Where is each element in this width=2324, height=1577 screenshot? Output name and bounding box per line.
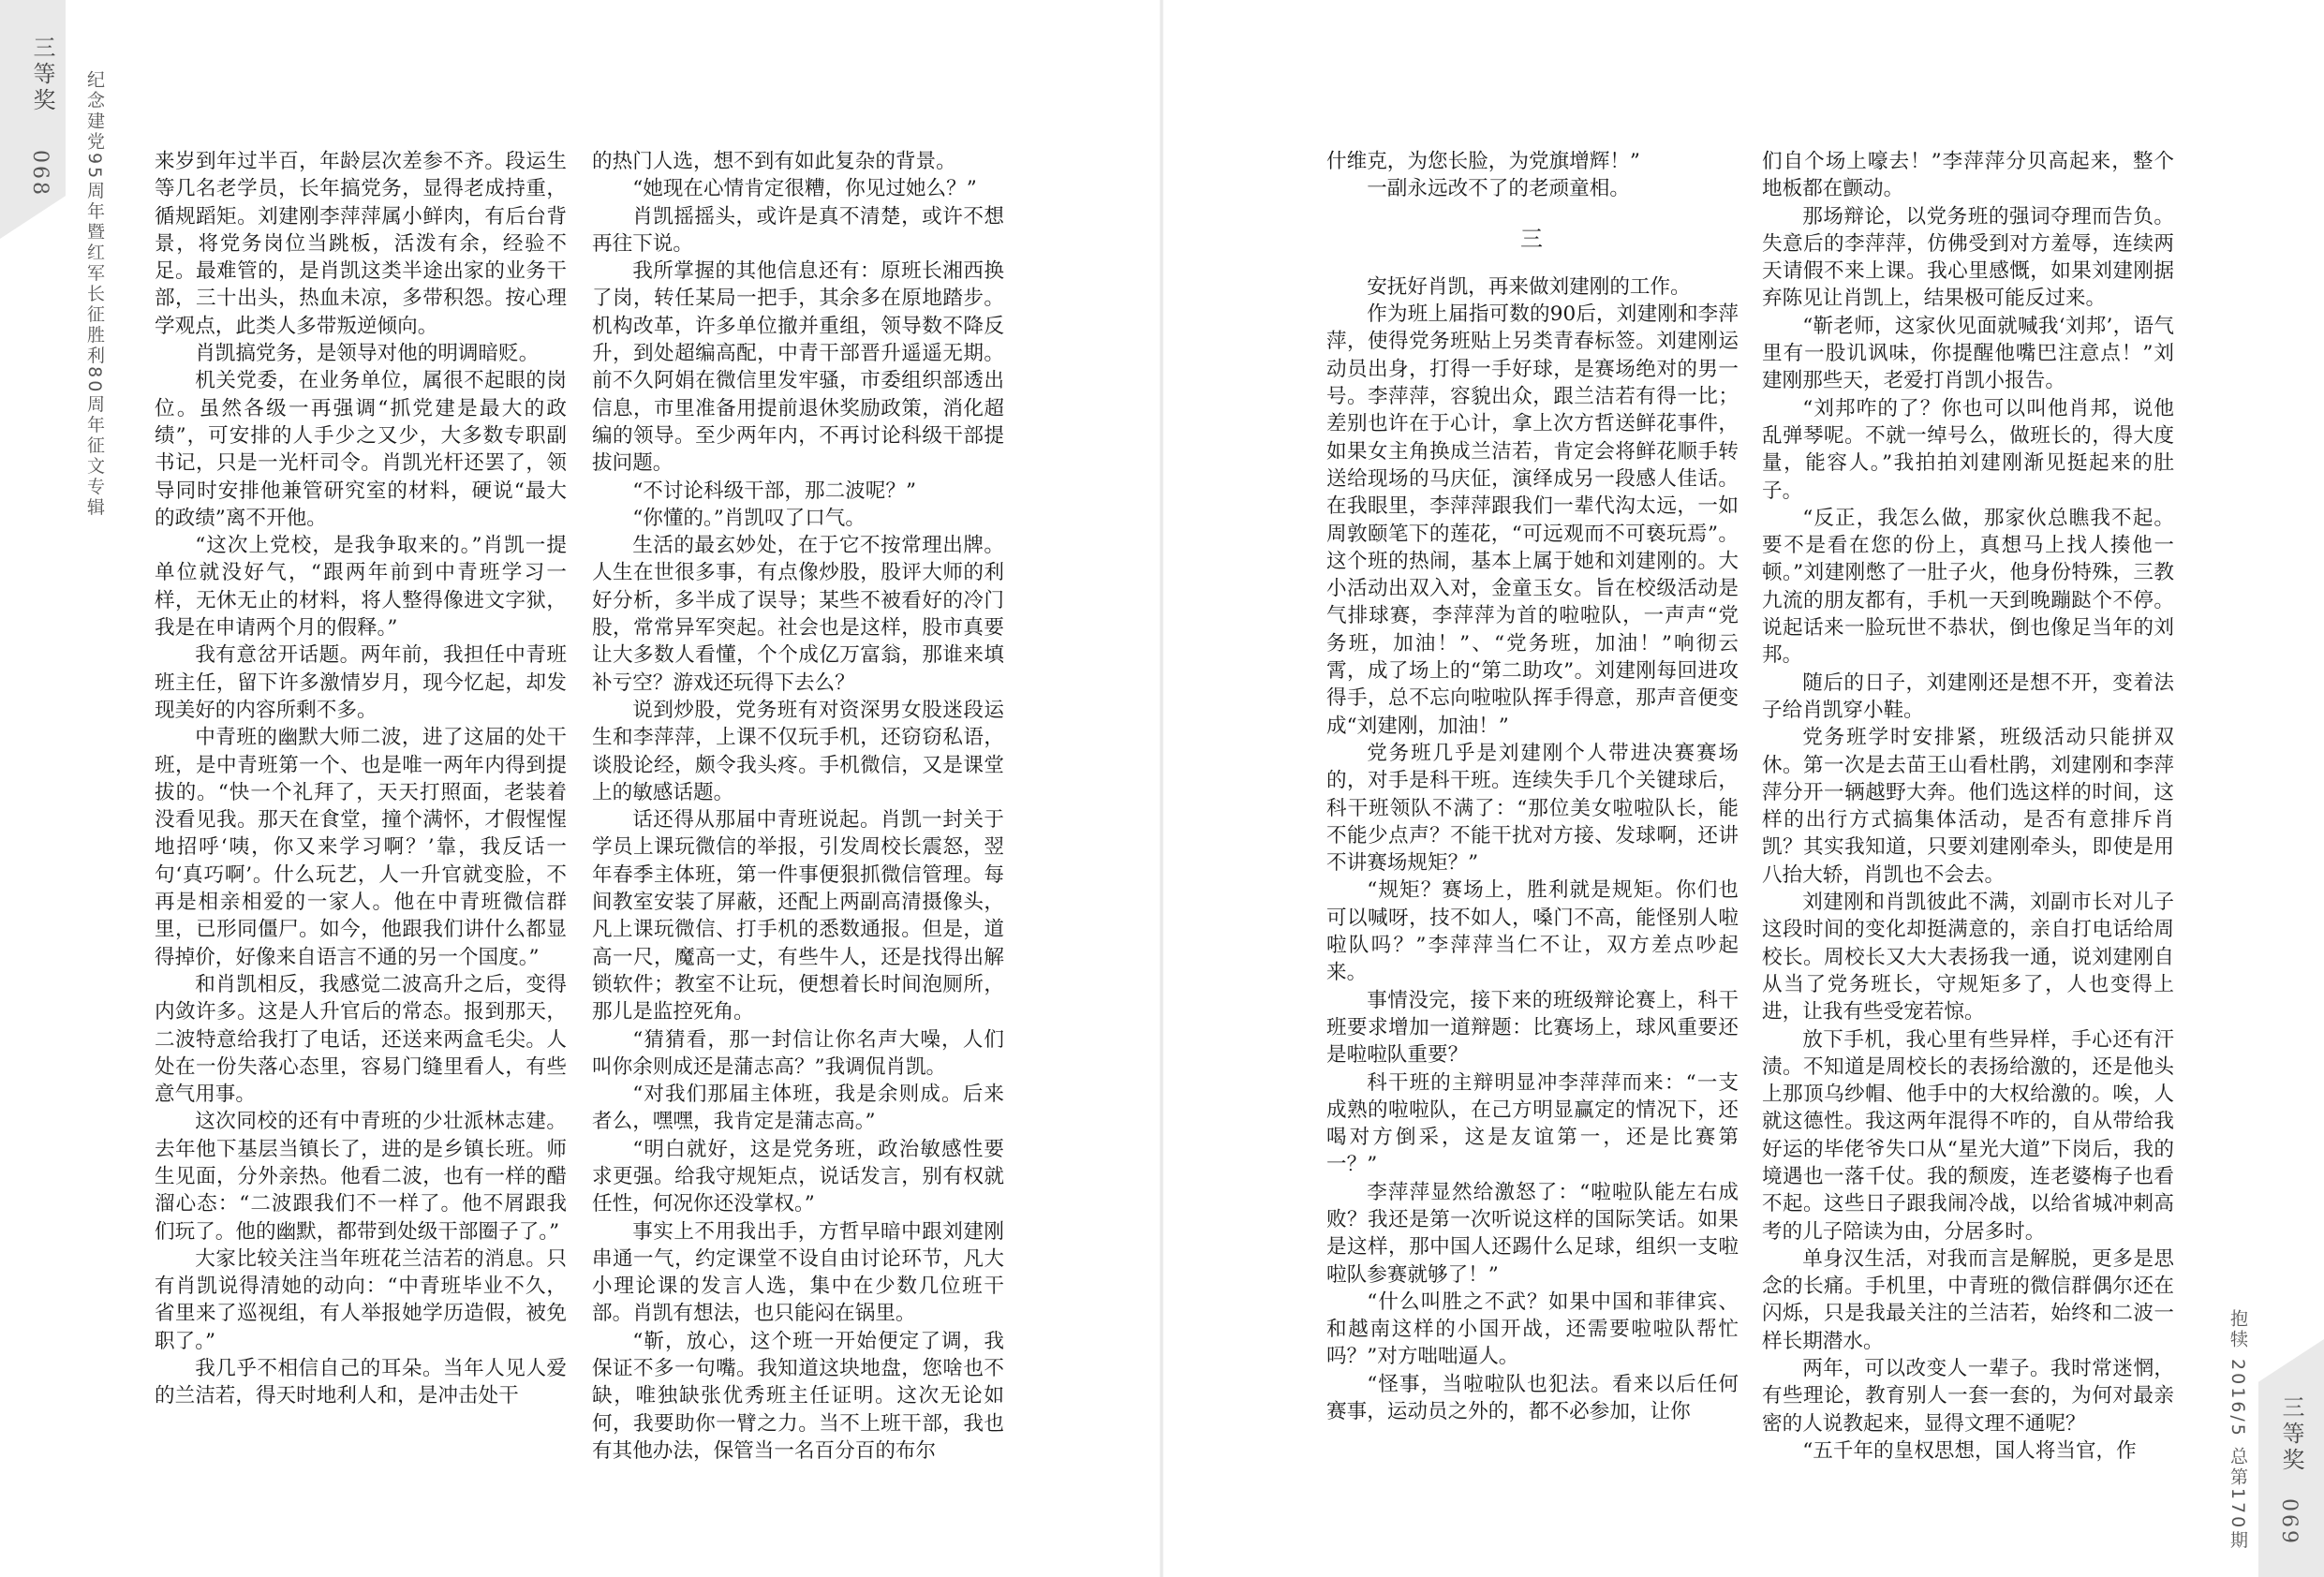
paragraph: “怪事，当啦啦队也犯法。看来以后任何赛事，运动员之外的，都不必参加，让你 xyxy=(1326,1372,1739,1424)
paragraph: 肖凯摇摇头，或许是真不清楚，或许不想再往下说。 xyxy=(592,204,1004,256)
paragraph: 话还得从那届中青班说起。肖凯一封关于学员上课玩微信的举报，引发周校长震怒，翌年春季主体班，第一件事便狠抓微信管理。每间教室安装了屏蔽，还配上两副高清摄像头，凡上课玩微信、打手机的悉数通报。但是，道高一尺，魔高一丈，有些牛人，还是找得出解锁软件；教室不让玩，便想着长时间泡厕所，那儿是监控死角。 xyxy=(592,808,1004,1024)
right-column-2 xyxy=(1762,148,2174,1465)
paragraph: “五千年的皇权思想，国人将当官，作 xyxy=(1802,1438,2137,1463)
left-column-1 xyxy=(155,148,567,1410)
paragraph: 事情没完，接下来的班级辩论赛上，科干班要求增加一道辩题：比赛场上，球风重要还是啦啦队重要？ xyxy=(1326,988,1739,1068)
paragraph: 党务班学时安排紧，班级活动只能拼双休。第一次是去苗王山看杜鹃，刘建刚和李萍萍分开一辆越野大奔。他们选这样的时间，这样的出行方式搞集体活动，是否有意排斥肖凯？其实我知道，只要刘建刚牵头，即使是用八抬大轿，肖凯也不会去。 xyxy=(1762,726,2174,887)
paragraph: 中青班的幽默大师二波，进了这届的处干班，是中青班第一个、也是唯一两年内得到提拔的。“快一个礼拜了，天天打照面，老装着没看见我。那天在食堂，撞个满怀，才假惺惺地招呼‘咦，你又来学习啊？’靠，我反话一句‘真巧啊’。什么玩艺，人一升官就变脸，不再是相亲相爱的一家人。他在中青班微信群里，已形同僵尸。如今，他跟我们讲什么都显得掉价，好像来自语言不通的另一个国度。” xyxy=(155,726,567,969)
paragraph: “不讨论科级干部，那二波呢？” xyxy=(632,479,916,503)
paragraph: 和肖凯相反，我感觉二波高升之后，变得内敛许多。这是人升官后的常态。报到那天，二波特意给我打了电话，还送来两盒毛尖。人处在一份失落心态里，容易门缝里看人，有些意气用事。 xyxy=(155,972,567,1107)
left-award-label: 三等奖 xyxy=(29,36,55,114)
right-column-1 xyxy=(1326,148,1739,1425)
paragraph: “刘邦咋的了？你也可以叫他肖邦，说他乱弹琴呢。不就一绰号么，做班长的，得大度量，能容人。”我拍拍刘建刚渐见挺起来的肚子。 xyxy=(1762,396,2174,503)
paragraph: 机关党委，在业务单位，属很不起眼的岗位。虽然各级一再强调“抓党建是最大的政绩”，可安排的人手少之又少，大多数专职副书记，只是一光杆司令。肖凯光杆还罢了，领导同时安排他兼管研究室的材料，硬说“最大的政绩”离不开他。 xyxy=(155,369,567,530)
right-award-label: 三等奖 xyxy=(2278,1395,2304,1474)
left-page-number: 068 xyxy=(28,150,52,198)
right-page xyxy=(1162,0,2324,1577)
paragraph: “对我们那届主体班，我是余则成。后来者么，嘿嘿，我肯定是蒲志高。” xyxy=(592,1083,1004,1134)
paragraph: 们自个场上嚎去！”李萍萍分贝高起来，整个地板都在颤动。 xyxy=(1762,150,2174,201)
paragraph: “猜猜看，那一封信让你名声大噪，人们叫你余则成还是蒲志高？”我调侃肖凯。 xyxy=(592,1027,1004,1079)
paragraph: 我所掌握的其他信息还有：原班长湘西换了岗，转任某局一把手，其余多在原地踏步。机构改革，许多单位撤并重组，领导数不降反升，到处超编高配，中青干部晋升遥遥无期。前不久阿娟在微信里发牢骚，市委组织部透出信息，市里准备用提前退休奖励政策，消化超编的领导。至少两年内，不再讨论科级干部提拔问题。 xyxy=(592,259,1004,476)
paragraph: “靳，放心，这个班一开始便定了调，我保证不多一句嘴。我知道这块地盘，您啥也不缺，唯独缺张优秀班主任证明。这次无论如何，我要助你一臂之力。当不上班干部，我也有其他办法，保管当一名百分百的布尔 xyxy=(592,1329,1004,1463)
paragraph: 来岁到年过半百，年龄层次差参不齐。段运生等几名老学员，长年搞党务，显得老成持重，循规蹈矩。刘建刚李萍萍属小鲜肉，有后台背景，将党务岗位当跳板，活泼有余，经验不足。最难管的，是肖凯这类半途出家的业务干部，三十出头，热血未凉，多带积怨。按心理学观点，此类人多带叛逆倾向。 xyxy=(155,150,567,338)
paragraph: “她现在心情肯定很糟，你见过她么？” xyxy=(632,177,977,201)
paragraph: “反正，我怎么做，那家伙总瞧我不起。要不是看在您的份上，真想马上找人揍他一顿。”刘建刚憋了一肚子火，他身份特殊，三教九流的朋友都有，手机一天到晚蹦跶个不停。说起话来一脸玩世不恭状，倒也像足当年的刘邦。 xyxy=(1762,506,2174,668)
paragraph: “你懂的。”肖凯叹了口气。 xyxy=(632,506,866,530)
paragraph: 我有意岔开话题。两年前，我担任中青班班主任，留下许多激情岁月，现今忆起，却发现美好的内容所剩不多。 xyxy=(155,643,567,722)
paragraph: 科干班的主辩明显冲李萍萍而来：“一支成熟的啦啦队，在己方明显赢定的情况下，还喝对方倒采，这是友谊第一，还是比赛第一？” xyxy=(1326,1070,1739,1177)
right-page-number: 069 xyxy=(2277,1498,2301,1546)
paragraph: 随后的日子，刘建刚还是想不开，变着法子给肖凯穿小鞋。 xyxy=(1762,671,2174,722)
issue-info: 抱犊 2016/5 总第170期 xyxy=(2228,1309,2248,1552)
series-title: 纪念建党95周年暨红军长征胜利80周年征文专辑 xyxy=(84,70,105,519)
paragraph: 安抚好肖凯，再来做刘建刚的工作。 xyxy=(1367,274,1691,299)
paragraph: “规矩？赛场上，胜利就是规矩。你们也可以喊呀，技不如人，嗓门不高，能怪别人啦啦队吗？”李萍萍当仁不让，双方差点吵起来。 xyxy=(1326,878,1739,985)
paragraph: “什么叫胜之不武？如果中国和菲律宾、和越南这样的小国开战，还需要啦啦队帮忙吗？”对方咄咄逼人。 xyxy=(1326,1290,1739,1369)
paragraph: 一副永远改不了的老顽童相。 xyxy=(1367,177,1630,201)
paragraph: 事实上不用我出手，方哲早暗中跟刘建刚串通一气，约定课堂不设自由讨论环节，凡大小理论课的发言人选，集中在少数几位班干部。肖凯有想法，也只能闷在锅里。 xyxy=(592,1219,1004,1326)
paragraph: “这次上党校，是我争取来的。”肖凯一提单位就没好气，“跟两年前到中青班学习一样，无休无止的材料，将人整得像进文字狱，我是在申请两个月的假释。” xyxy=(155,534,567,641)
right-page-tab xyxy=(2258,1339,2324,1577)
paragraph: 什维克，为您长脸，为党旗增辉！” xyxy=(1326,150,1640,173)
paragraph: 生活的最玄妙处，在于它不按常理出牌。人生在世很多事，有点像炒股，股评大师的利好分析，多半成了误导；某些不被看好的冷门股，常常异军突起。社会也是这样，股市真要让大多数人看懂，个个成亿万富翁，那谁来填补亏空？游戏还玩得下去么？ xyxy=(592,534,1004,695)
paragraph: 那场辩论，以党务班的强词夺理而告负。失意后的李萍萍，仿佛受到对方羞辱，连续两天请假不来上课。我心里感慨，如果刘建刚据弃陈见让肖凯上，结果极可能反过来。 xyxy=(1762,204,2174,311)
paragraph: 李萍萍显然给激怒了：“啦啦队能左右成败？我还是第一次听说这样的国际笑话。如果是这样，那中国人还踢什么足球，组织一支啦啦队参赛就够了！” xyxy=(1326,1180,1739,1287)
paragraph: 单身汉生活，对我而言是解脱，更多是思念的长痛。手机里，中青班的微信群偶尔还在闪烁，只是我最关注的兰洁若，始终和二波一样长期潜水。 xyxy=(1762,1246,2174,1353)
paragraph: 的热门人选，想不到有如此复杂的背景。 xyxy=(592,150,956,173)
paragraph: “靳老师，这家伙见面就喊我‘刘邦’，语气里有一股讥讽味，你提醒他嘴巴注意点！”刘建刚那些天，老爱打肖凯小报告。 xyxy=(1762,314,2174,393)
paragraph: “明白就好，这是党务班，政治敏感性要求更强。给我守规矩点，说话发言，别有权就任性，何况你还没掌权。” xyxy=(592,1137,1004,1216)
paragraph: 这次同校的还有中青班的少壮派林志建。去年他下基层当镇长了，进的是乡镇长班。师生见面，分外亲热。他看二波，也有一样的醋溜心态：“二波跟我们不一样了。他不屑跟我们玩了。他的幽默，都带到处级干部圈子了。” xyxy=(155,1110,567,1244)
paragraph: 两年，可以改变人一辈子。我时常迷惘，有些理论，教育别人一套一套的，为何对最亲密的人说教起来，显得文理不通呢？ xyxy=(1762,1357,2174,1436)
left-page-tab xyxy=(0,0,66,239)
paragraph: 刘建刚和肖凯彼此不满，刘副市长对儿子这段时间的变化却挺满意的，亲自打电话给周校长。周校长又大大表扬我一通，说刘建刚自从当了党务班长，守规矩多了，人也变得上进，让我有些受宠若惊。 xyxy=(1762,891,2174,1024)
paragraph: 说到炒股，党务班有对资深男女股迷段运生和李萍萍，上课不仅玩手机，还窃窃私语，谈股论经，颇令我头疼。手机微信，又是课堂上的敏感话题。 xyxy=(592,698,1004,804)
paragraph: 放下手机，我心里有些异样，手心还有汗渍。不知道是周校长的表扬给激的，还是他头上那顶乌纱帽、他手中的大权给激的。唉，人就这德性。我这两年混得不咋的，自从带给我好运的毕佬爷失口从“星光大道”下岗后，我的境遇也一落千仗。我的颓废，连老婆梅子也看不起。这些日子跟我闹冷战，以给省城冲刺高考的儿子陪读为由，分居多时。 xyxy=(1762,1027,2174,1244)
paragraph: 我几乎不相信自己的耳朵。当年人见人爱的兰洁若，得天时地利人和，是冲击处干 xyxy=(155,1357,567,1408)
section-heading: 三 xyxy=(1520,225,1545,252)
paragraph: 大家比较关注当年班花兰洁若的消息。只有肖凯说得清她的动向：“中青班毕业不久，省里来了巡视组，有人举报她学历造假，被免职了。” xyxy=(155,1246,567,1353)
paragraph: 作为班上届指可数的90后，刘建刚和李萍萍，使得党务班贴上另类青春标签。刘建刚运动员出身，打得一手好球，是赛场绝对的男一号。李萍萍，容貌出众，跟兰洁若有得一比；差别也许在于心计，拿上次方哲送鲜花事件，如果女主角换成兰洁若，肯定会将鲜花顺手转送给现场的马庆佂，演绎成另一段感人佳话。在我眼里，李萍萍跟我们一辈代沟太远，一如周敦颐笔下的莲花，“可远观而不可亵玩焉”。这个班的热闹，基本上属于她和刘建刚的。大小活动出双入对，金童玉女。旨在校级活动是气排球赛，李萍萍为首的啦啦队，一声声“党务班，加油！”、“党务班，加油！”响彻云霄，成了场上的“第二助攻”。刘建刚每回进攻得手，总不忘向啦啦队挥手得意，那声音便变成“刘建刚，加油！” xyxy=(1326,302,1739,738)
paragraph: 党务班几乎是刘建刚个人带进决赛赛场的，对手是科干班。连续失手几个关键球后，科干班领队不满了：“那位美女啦啦队长，能不能少点声？不能干扰对方接、发球啊，还讲不讲赛场规矩？” xyxy=(1326,741,1739,876)
left-column-2 xyxy=(592,148,1004,1465)
paragraph: 肖凯搞党务，是领导对他的明调暗贬。 xyxy=(195,342,540,366)
